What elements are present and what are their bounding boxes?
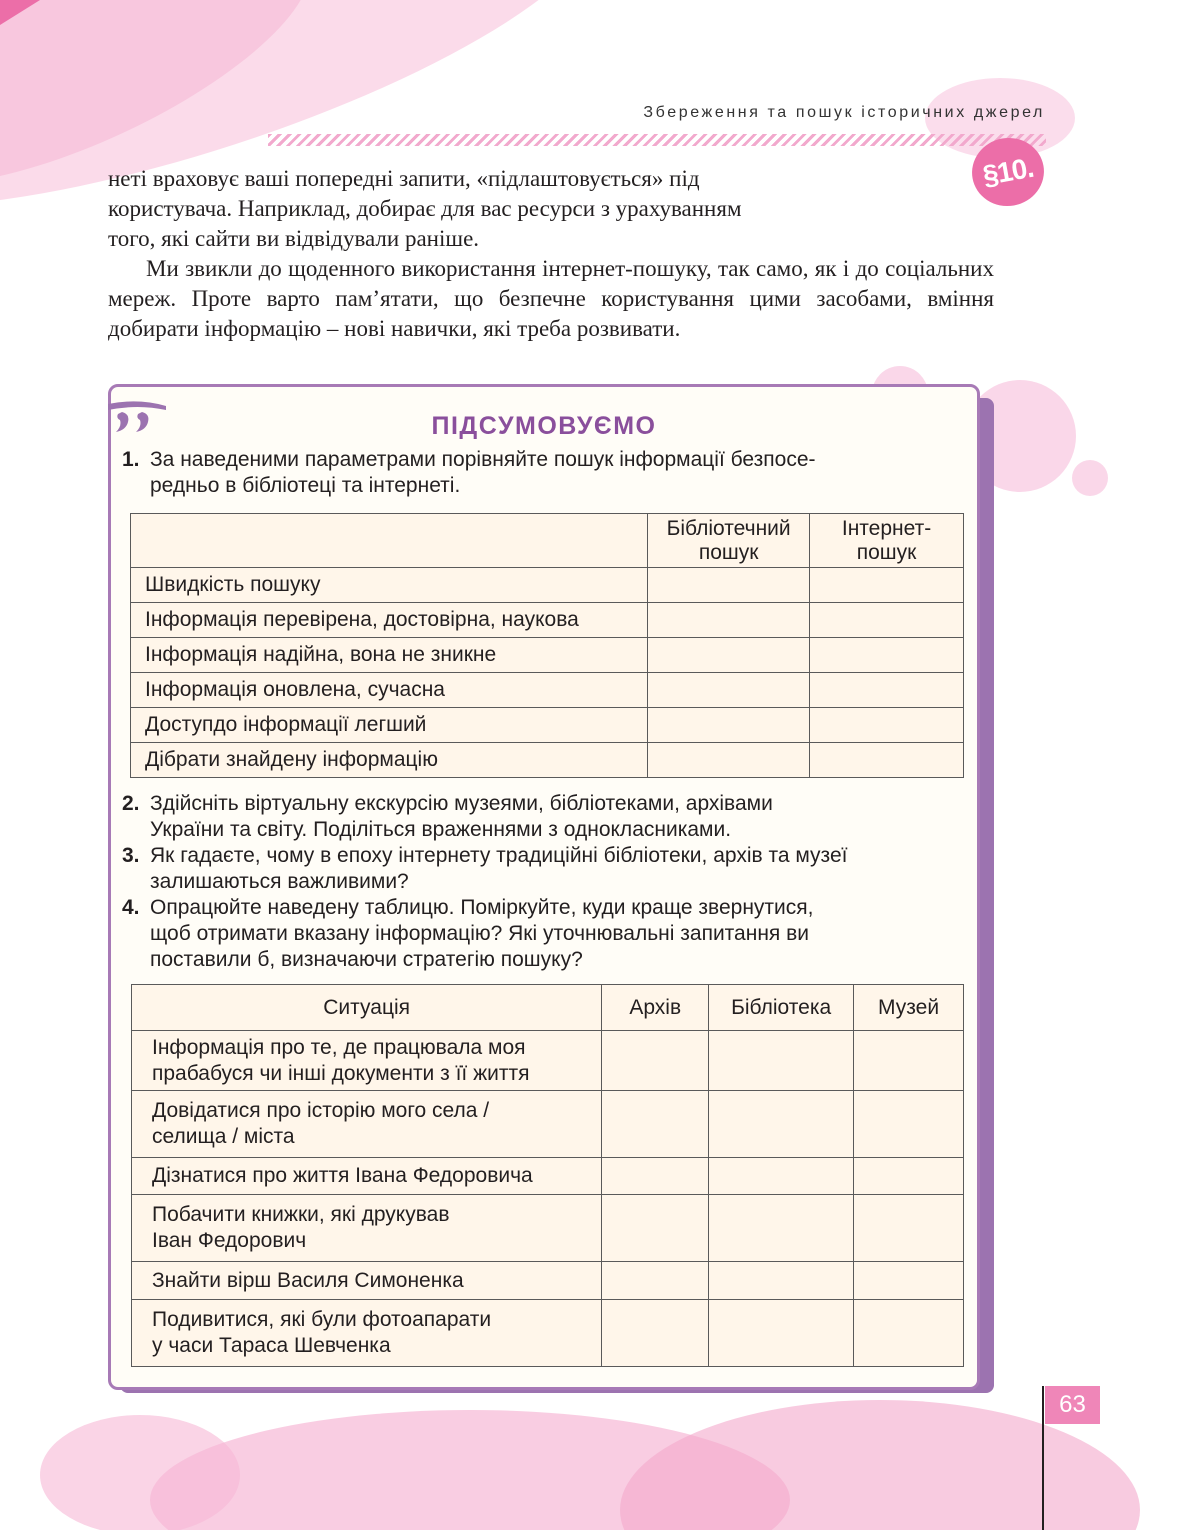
answer-cell[interactable] <box>602 1300 709 1367</box>
answer-cell[interactable] <box>602 1262 709 1300</box>
answer-cell[interactable] <box>602 1031 709 1091</box>
table-row <box>131 743 964 778</box>
table-header-cell: Музей <box>854 985 964 1031</box>
task-number: 2. <box>122 792 140 815</box>
table-row <box>132 1195 964 1262</box>
answer-cell[interactable] <box>810 638 964 673</box>
answer-cell[interactable] <box>709 1031 854 1091</box>
text-line: користувача. Наприклад, добирає для вас ресурси з урахуванням <box>108 196 742 221</box>
table-row <box>131 708 964 743</box>
task-text: Як гадаєте, чому в епоху інтернету традиційні бібліотеки, архів та музеї <box>150 844 848 867</box>
situation-table <box>131 984 964 1367</box>
answer-cell[interactable] <box>810 673 964 708</box>
task-1 <box>122 447 972 499</box>
task-4 <box>122 895 972 973</box>
table-cell: Дібрати знайдену інформацію <box>131 743 648 778</box>
task-2 <box>122 791 972 843</box>
table-cell: Інформація оновлена, сучасна <box>131 673 648 708</box>
answer-cell[interactable] <box>648 743 810 778</box>
body-paragraph-1 <box>108 164 994 254</box>
answer-cell[interactable] <box>602 1091 709 1158</box>
table-header-cell: Бібліотека <box>709 985 854 1031</box>
answer-cell[interactable] <box>648 603 810 638</box>
task-3 <box>122 843 972 895</box>
table-row <box>132 1091 964 1158</box>
table-cell: Інформація перевірена, достовірна, наукова <box>131 603 648 638</box>
answer-cell[interactable] <box>854 1195 964 1262</box>
table-cell: Доступдо інформації легший <box>131 708 648 743</box>
paragraph-text: Ми звикли до щоденного використання інтернет-пошуку, так само, як і до соціальних мереж. Проте варто пам’ятати, що безпечне користування цими засобами, вміння добирати інформацію – нові навички, які треба розвивати. <box>108 256 994 341</box>
table-row <box>131 603 964 638</box>
task-text: Опрацюйте наведену таблицю. Поміркуйте, куди краще звернутися, <box>150 896 814 919</box>
table-row <box>132 1031 964 1091</box>
table-cell: Побачити книжки, які друкував Іван Федорович <box>132 1195 602 1262</box>
section-badge: §10. <box>967 132 1050 211</box>
answer-cell[interactable] <box>709 1091 854 1158</box>
table-row <box>131 673 964 708</box>
answer-cell[interactable] <box>648 638 810 673</box>
answer-cell[interactable] <box>709 1195 854 1262</box>
page-margin-rule <box>1042 1386 1044 1530</box>
table-header-row <box>132 985 964 1031</box>
summary-box-shadow <box>978 398 994 1392</box>
answer-cell[interactable] <box>648 568 810 603</box>
answer-cell[interactable] <box>709 1262 854 1300</box>
task-number: 3. <box>122 844 140 867</box>
task-number: 4. <box>122 896 140 919</box>
table-cell: Швидкість пошуку <box>131 568 648 603</box>
answer-cell[interactable] <box>854 1031 964 1091</box>
task-text: щоб отримати вказану інформацію? Які уточнювальні запитання ви <box>150 922 810 945</box>
summary-title: ПІДСУМОВУЄМО <box>431 412 657 440</box>
task-text: За наведеними параметрами порівняйте пошук інформації безпосе- <box>150 448 816 471</box>
table-header-cell: Ситуація <box>132 985 602 1031</box>
answer-cell[interactable] <box>709 1300 854 1367</box>
answer-cell[interactable] <box>854 1158 964 1195</box>
table-header-cell: Бібліотечний пошук <box>648 514 810 568</box>
answer-cell[interactable] <box>810 743 964 778</box>
table-header-cell: Архів <box>602 985 709 1031</box>
task-text: України та світу. Поділіться враженнями з однокласниками. <box>150 818 732 841</box>
answer-cell[interactable] <box>602 1158 709 1195</box>
task-text: Здійсніть віртуальну екскурсію музеями, бібліотеками, архівами <box>150 792 773 815</box>
table-cell: Довідатися про історію мого села / селища / міста <box>132 1091 602 1158</box>
table-cell: Дізнатися про життя Івана Федоровича <box>132 1158 602 1195</box>
answer-cell[interactable] <box>648 673 810 708</box>
text-line: того, які сайти ви відвідували раніше. <box>108 226 480 251</box>
table-cell: Знайти вірш Василя Симоненка <box>132 1262 602 1300</box>
text-line: неті враховує ваші попередні запити, «підлаштовується» під <box>108 166 700 191</box>
bubble-2 <box>1072 460 1108 496</box>
answer-cell[interactable] <box>810 708 964 743</box>
table-cell: Подивитися, які були фотоапарати у часи Тараса Шевченка <box>132 1300 602 1367</box>
answer-cell[interactable] <box>709 1158 854 1195</box>
page-number: 63 <box>1045 1386 1100 1424</box>
table-row <box>132 1300 964 1367</box>
table-header-row <box>131 514 964 568</box>
answer-cell[interactable] <box>854 1262 964 1300</box>
table-header-cell: Інтернет- пошук <box>810 514 964 568</box>
running-header: Збереження та пошук історичних джерел <box>643 104 1045 121</box>
table-row <box>132 1262 964 1300</box>
table-row <box>131 568 964 603</box>
header-hatch-rule <box>268 134 1046 146</box>
answer-cell[interactable] <box>602 1195 709 1262</box>
table-row <box>131 638 964 673</box>
table-cell: Інформація про те, де працювала моя прабабуся чи інші документи з її життя <box>132 1031 602 1091</box>
task-text: поставили б, визначаючи стратегію пошуку? <box>150 948 583 971</box>
answer-cell[interactable] <box>810 603 964 638</box>
task-text: залишаються важливими? <box>150 870 409 893</box>
table-header-cell <box>131 514 648 568</box>
answer-cell[interactable] <box>854 1091 964 1158</box>
answer-cell[interactable] <box>810 568 964 603</box>
task-number: 1. <box>122 448 140 471</box>
table-cell: Інформація надійна, вона не зникне <box>131 638 648 673</box>
task-text: редньо в бібліотеці та інтернеті. <box>150 474 461 497</box>
answer-cell[interactable] <box>854 1300 964 1367</box>
answer-cell[interactable] <box>648 708 810 743</box>
table-row <box>132 1158 964 1195</box>
comparison-table <box>130 513 964 778</box>
body-paragraph-2 <box>108 254 994 344</box>
